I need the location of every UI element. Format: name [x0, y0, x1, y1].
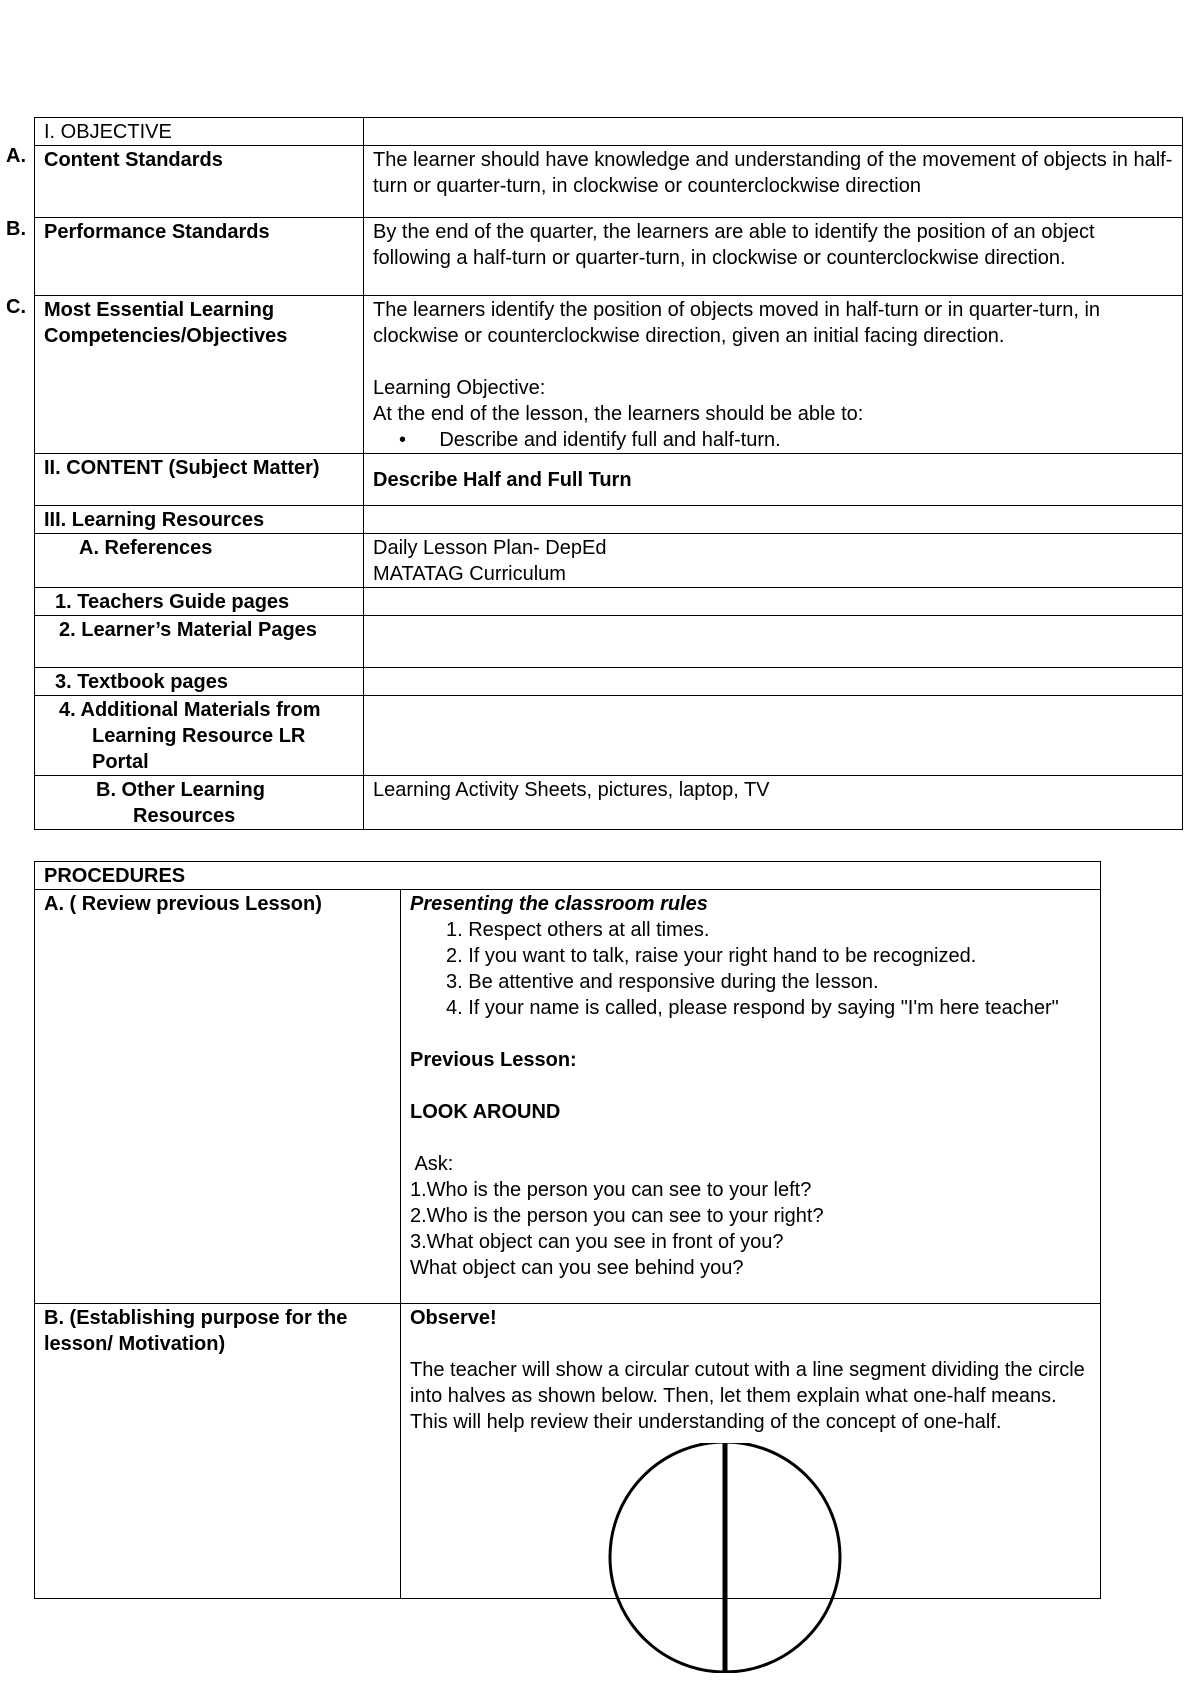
procedure-a-cell — [401, 890, 1101, 1304]
textbook-row — [35, 668, 1183, 696]
question-item: What object can you see behind you? — [410, 1257, 744, 1279]
resources-header-row — [35, 506, 1183, 534]
teachers-guide-label: 1. Teachers Guide pages — [35, 588, 364, 616]
rule-item: 4. If your name is called, please respond by saying "I'm here teacher" — [446, 997, 1059, 1019]
content-label: II. CONTENT (Subject Matter) — [35, 454, 364, 506]
resources-header: III. Learning Resources — [35, 506, 364, 534]
objective-table — [34, 117, 1183, 830]
question-item: 1.Who is the person you can see to your left? — [410, 1179, 812, 1201]
content-standards-text: The learner should have knowledge and understanding of the movement of objects in half-turn or quarter-turn, in clockwise or counterclockwise direction — [364, 146, 1183, 218]
references-row — [35, 534, 1183, 588]
classroom-rules-title: Presenting the classroom rules — [410, 893, 708, 915]
competencies-label: Most Essential Learning Competencies/Objectives — [35, 296, 364, 454]
content-row — [35, 454, 1183, 506]
content-standards-label: Content Standards — [35, 146, 364, 218]
question-item: 2.Who is the person you can see to your right? — [410, 1205, 824, 1227]
procedure-a-label: A. ( Review previous Lesson) — [35, 890, 401, 1304]
content-standards-row — [35, 146, 1183, 218]
learners-material-row — [35, 616, 1183, 668]
marker-b: B. — [6, 218, 26, 240]
performance-standards-text: By the end of the quarter, the learners are able to identify the position of an object following a half-turn or quarter-turn, in clockwise or counterclockwise direction. — [364, 218, 1183, 296]
procedure-b-label: B. (Establishing purpose for the lesson/ Motivation) — [35, 1304, 401, 1599]
learners-material-label: 2. Learner’s Material Pages — [59, 619, 317, 641]
competencies-row — [35, 296, 1183, 454]
marker-c: C. — [6, 296, 26, 318]
references-cell — [364, 534, 1183, 588]
additional-materials-cell — [35, 696, 364, 776]
procedure-b-row — [35, 1304, 1101, 1599]
references-line1: Daily Lesson Plan- DepEd — [373, 537, 607, 559]
content-value: Describe Half and Full Turn — [364, 454, 1183, 506]
observe-title: Observe! — [410, 1307, 497, 1329]
procedures-header: PROCEDURES — [35, 862, 1101, 890]
observe-text: The teacher will show a circular cutout with a line segment dividing the circle into halves as shown below. Then, let them explain what one-half means. This will help review their understanding of the concept of one-half. — [410, 1359, 1085, 1433]
marker-a: A. — [6, 145, 26, 167]
competencies-cell — [364, 296, 1183, 454]
additional-materials-row — [35, 696, 1183, 776]
rule-item: 3. Be attentive and responsive during the lesson. — [446, 971, 879, 993]
teachers-guide-row — [35, 588, 1183, 616]
other-resources-value: Learning Activity Sheets, pictures, laptop, TV — [364, 776, 1183, 830]
textbook-label: 3. Textbook pages — [35, 668, 364, 696]
question-item: 3.What object can you see in front of you? — [410, 1231, 784, 1253]
other-resources-label: B. Other Learning Resources — [96, 779, 265, 827]
objective-header-row — [35, 118, 1183, 146]
objective-header: I. OBJECTIVE — [35, 118, 364, 146]
references-label: A. References — [35, 534, 364, 588]
bullet-icon: • — [399, 429, 407, 451]
competencies-text: The learners identify the position of objects moved in half-turn or in quarter-turn, in clockwise or counterclockwise direction, given an initial facing direction. — [373, 299, 1101, 347]
references-line2: MATATAG Curriculum — [373, 563, 566, 585]
ask-label: Ask: — [410, 1153, 454, 1175]
previous-lesson-title: Previous Lesson: — [410, 1049, 577, 1071]
other-resources-cell — [35, 776, 364, 830]
learning-objective-title: Learning Objective: — [373, 377, 546, 399]
performance-standards-row — [35, 218, 1183, 296]
rule-item: 2. If you want to talk, raise your right hand to be recognized. — [446, 945, 977, 967]
learning-objective-bullet-text: Describe and identify full and half-turn. — [439, 429, 781, 451]
additional-materials-label: 4. Additional Materials from Learning Resource LR Portal — [59, 699, 321, 773]
learners-material-cell — [35, 616, 364, 668]
half-circle-diagram — [605, 1443, 845, 1673]
learning-objective-intro: At the end of the lesson, the learners should be able to: — [373, 403, 864, 425]
procedures-table — [34, 861, 1101, 1599]
classroom-rules-list — [410, 917, 1091, 1021]
learning-objective-bullet — [373, 427, 1173, 453]
other-resources-row — [35, 776, 1183, 830]
procedure-a-row — [35, 890, 1101, 1304]
procedures-header-row — [35, 862, 1101, 890]
rule-item: 1. Respect others at all times. — [446, 919, 710, 941]
performance-standards-label: Performance Standards — [35, 218, 364, 296]
look-around-title: LOOK AROUND — [410, 1101, 561, 1123]
